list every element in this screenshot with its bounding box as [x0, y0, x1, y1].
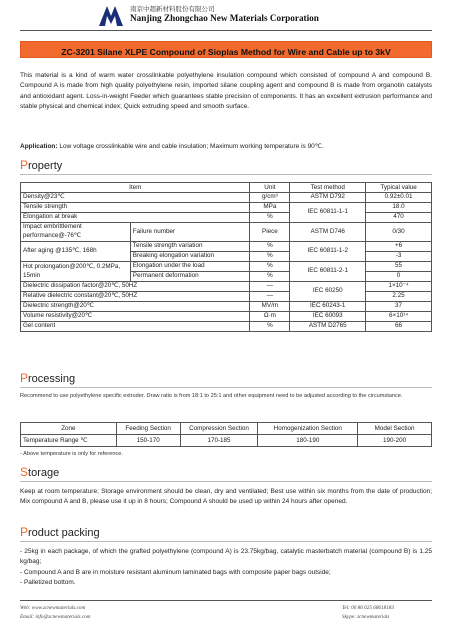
packing-list [20, 547, 432, 588]
packing-divider [20, 541, 432, 542]
property-table [20, 182, 432, 332]
table-row: Breaking elongation variation % -3 [21, 252, 432, 262]
table-row: Impact embrittlement performance@-76℃ Failure number Piece ASTM D746 0/30 [21, 223, 432, 242]
property-heading: Property [20, 158, 63, 172]
table-row: Gel content % ASTM D2765 66 [21, 322, 432, 332]
processing-table [20, 422, 432, 447]
table-row: Volume resistivity@20℃ Ω·m IEC 60093 6×10¹⁴ [21, 312, 432, 322]
list-item: - Compound A and B are in moisture resistant aluminum laminated bags with composite paper bags outside; [20, 568, 331, 576]
company-logo-icon [99, 6, 123, 26]
list-item: - 25kg in each package, of which the grafted polyethylene (compound A) is 23.75kg/bag, catalytic masterbatch material (compound B) is 1.25 kg/bag; [20, 548, 432, 566]
table-row: Dielectric strength@20℃ MV/m IEC 60243-1 37 [21, 302, 432, 312]
table-row: Density@23℃ g/cm³ ASTM D792 0.92±0.01 [21, 193, 432, 203]
table-row: Permanent deformation % 0 [21, 272, 432, 282]
footer-web[interactable]: Web: www.zcnewmaterials.com [20, 605, 86, 611]
footer-tel: Tel: 00 86 025 68618183 [342, 605, 394, 611]
application-text: Low voltage crosslinkable wire and cable insulation; Maximum working temperature is 90℃. [57, 143, 324, 150]
company-name-cn: 南京中超新材料股份有限公司 [130, 5, 215, 13]
storage-heading: Storage [20, 465, 60, 479]
footer-email[interactable]: Email: info@zcnewmaterials.com [20, 613, 91, 620]
table-row: Dielectric dissipation factor@20℃, 50HZ — IEC 60250 1×10⁻⁴ [21, 282, 432, 292]
property-divider [20, 174, 432, 175]
table-row: Relative dielectric constant@20℃, 50HZ — 2.25 [21, 292, 432, 302]
table-header-row: Zone Feeding Section Compression Section Homogenization Section Model Section [21, 423, 432, 435]
table-row: Tensile strength MPa IEC 60811-1-1 18.0 [21, 203, 432, 213]
application-line [20, 142, 432, 152]
processing-heading: Processing [20, 371, 76, 385]
title-bar [20, 41, 432, 58]
footer-contact [342, 604, 432, 621]
table-row: Temperature Range ℃ 150-170 170-185 180-190 190-200 [21, 435, 432, 447]
table-row: After aging @135℃, 168h Tensile strength variation % IEC 60811-1-2 +6 [21, 242, 432, 252]
processing-divider [20, 387, 432, 388]
intro-paragraph: This material is a kind of warm water crosslinkable polyethylene insulation compound which consisted of compound A and compound B. Compound A is made from high quality polyethylene resin, imported silane coupling agent and compound B is made from organotin catalysts and antioxidant agent. Loss-in-weight Feeder which guarantees stable precision of components. It has an excellent extrusion performance and stable physical and chemical index; Quick extruding speed and smooth surface. [20, 72, 432, 110]
header-divider [20, 30, 432, 31]
company-name-en: Nanjing Zhongchao New Materials Corporation [130, 13, 319, 23]
packing-heading: Product packing [20, 525, 100, 539]
footer-skype: Skype: zcnewmaterials [342, 613, 390, 620]
storage-divider [20, 481, 432, 482]
footer [20, 604, 432, 621]
table-row: Hot prolongation@200℃, 0.2MPa, 15min Elongation under the load % IEC 60811-2-1 55 [21, 262, 432, 272]
list-item: - Palletized bottom. [20, 578, 76, 586]
document-title: ZC-3201 Silane XLPE Compound of Sioplas Method for Wire and Cable up to 3kV [61, 47, 391, 57]
table-row: Elongation at break % 470 [21, 213, 432, 223]
table-header-row: Item Unit Test method Typical value [21, 183, 432, 193]
processing-note: - Above temperature is only for reference. [20, 451, 123, 457]
footer-divider [20, 600, 432, 601]
application-label: Application: [20, 143, 58, 150]
processing-text: Recommend to use polyethylene specific extruder. Draw ratio is from 18:1 to 25:1 and other equipment need to be adjusted according to the circumstance. [20, 393, 403, 399]
storage-text: Keep at room temperature; Storage environment should be clean, dry and ventilated; Best use within six months from the date of production; Mix compound A and B, please use it up in 8 hours; Compound A should be used up within 24 hours after opened. [20, 488, 432, 506]
